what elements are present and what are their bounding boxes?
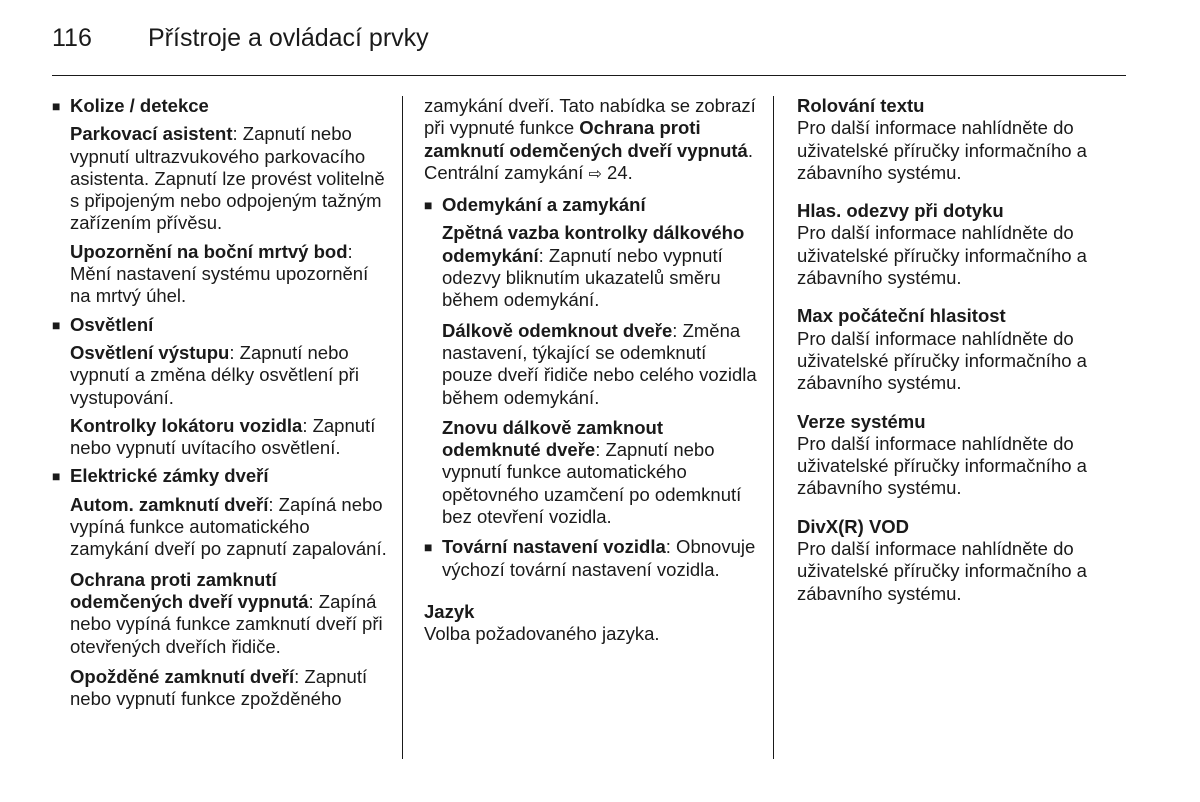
bullet-icon: ■ — [424, 539, 433, 556]
list-item-osvetleni — [52, 314, 388, 336]
setting-description — [424, 320, 760, 409]
column-divider-1 — [402, 96, 403, 759]
language-section — [424, 601, 760, 646]
section-heading: Kolize / detekce — [70, 95, 209, 116]
setting-term: Znovu dálkově zamknout odemknuté dveře — [442, 416, 664, 461]
setting-text: : Zapnutí nebo vypnutí a změna délky osvětlení při vystupování. — [70, 341, 359, 408]
setting-text: : Zapnutí nebo vypnutí uvítacího osvětlení. — [70, 414, 376, 459]
list-item-zamky — [52, 465, 388, 487]
setting-term: Autom. zamknutí dveří — [70, 493, 269, 515]
bullet-icon: ■ — [52, 98, 61, 114]
setting-text: : Obnovuje výchozí tovární nastavení vozidla. — [442, 536, 756, 580]
setting-description — [52, 241, 388, 308]
section-heading: DivX(R) VOD — [797, 515, 910, 537]
setting-text: : Zapnutí nebo vypnutí ultrazvukového parkovacího asistenta. Zapnutí lze provést volitelně s připojeným nebo odpojeným tažným zařízením přívěsu. — [70, 123, 385, 234]
section-heading: Hlas. odezvy při dotyku — [797, 200, 1004, 222]
setting-term: Ochrana proti zamknutí odemčených dveří vypnutá — [424, 117, 748, 161]
setting-term: Dálkově odemknout dveře — [442, 319, 673, 341]
info-block — [797, 411, 1127, 500]
section-heading: Jazyk — [424, 600, 475, 622]
page-title: Přístroje a ovládací prvky — [148, 24, 429, 52]
setting-description — [424, 222, 760, 311]
setting-description — [52, 494, 388, 561]
section-text: Pro další informace nahlídněte do uživatelské příručky informačního a zábavního systému. — [797, 538, 1087, 604]
column-3 — [797, 95, 1127, 621]
continued-paragraph — [424, 95, 760, 186]
section-text: Pro další informace nahlídněte do uživatelské příručky informačního a zábavního systému. — [797, 117, 1087, 183]
paragraph-text: zamykání dveří. Tato nabídka se zobrazí při vypnuté funkce — [424, 95, 756, 139]
list-item-odemykani — [424, 194, 760, 216]
setting-term: Ochrana proti zamknutí odemčených dveří vypnutá — [70, 568, 309, 612]
setting-term: Zpětná vazba kontrolky dálkového odemykání — [442, 222, 745, 266]
setting-text: : Zapnutí nebo vypnutí odezvy bliknutím ukazatelů směru během odemykání. — [442, 244, 723, 311]
setting-text: : Mění nastavení systému upozornění na mrtvý úhel. — [70, 240, 369, 307]
setting-text: : Zapnutí nebo vypnutí funkce zpožděného — [70, 665, 368, 710]
section-text: Pro další informace nahlídněte do uživatelské příručky informačního a zábavního systému. — [797, 222, 1087, 289]
header-rule — [52, 75, 1126, 76]
info-block — [797, 95, 1127, 184]
page-number: 116 — [52, 24, 92, 52]
section-heading: Odemykání a zamykání — [442, 194, 646, 216]
bullet-icon: ■ — [52, 316, 61, 333]
setting-term: Opožděné zamknutí dveří — [70, 665, 295, 687]
setting-text: : Zapíná nebo vypíná funkce zamknutí dveří při otevřených dveřích řidiče. — [70, 590, 383, 657]
page-reference-arrow-icon: ⇨ — [588, 165, 602, 183]
list-item-tovarni — [424, 536, 760, 581]
section-heading: Osvětlení — [70, 313, 154, 335]
setting-term: Upozornění na boční mrtvý bod — [70, 240, 348, 262]
info-block — [797, 516, 1127, 605]
setting-description — [52, 342, 388, 409]
bullet-icon: ■ — [424, 197, 433, 214]
setting-text: : Zapnutí nebo vypnutí funkce automatického opětovného uzamčení po odemknutí bez otevření vozidla. — [442, 439, 742, 528]
paragraph-text: . Centrální zamykání — [424, 139, 753, 183]
setting-term: Osvětlení výstupu — [70, 341, 230, 363]
section-text: Pro další informace nahlídněte do uživatelské příručky informačního a zábavního systému. — [797, 327, 1087, 394]
section-text: Volba požadovaného jazyka. — [424, 623, 660, 645]
column-2 — [424, 95, 760, 646]
setting-description — [52, 666, 388, 711]
section-heading: Max počáteční hlasitost — [797, 305, 1006, 327]
column-1 — [52, 95, 388, 710]
bullet-icon: ■ — [52, 468, 61, 485]
setting-term: Parkovací asistent — [70, 123, 233, 145]
setting-text: : Změna nastavení, týkající se odemknutí pouze dveří řidiče nebo celého vozidla během odemykání. — [442, 319, 757, 408]
column-divider-2 — [773, 96, 774, 759]
section-heading: Rolování textu — [797, 95, 925, 116]
section-heading: Elektrické zámky dveří — [70, 465, 269, 487]
setting-description — [52, 415, 388, 460]
setting-term: Kontrolky lokátoru vozidla — [70, 414, 303, 436]
setting-description — [52, 123, 388, 234]
section-heading: Verze systému — [797, 410, 926, 432]
setting-term: Tovární nastavení vozidla — [442, 536, 666, 558]
info-block — [797, 305, 1127, 394]
setting-description — [424, 417, 760, 528]
setting-text: : Zapíná nebo vypíná funkce automatického zamykání dveří po zapnutí zapalování. — [70, 493, 387, 560]
info-block — [797, 200, 1127, 289]
list-item-kolize — [52, 95, 388, 117]
page-reference: 24. — [601, 161, 633, 183]
section-text: Pro další informace nahlídněte do uživatelské příručky informačního a zábavního systému. — [797, 432, 1087, 499]
setting-description — [52, 569, 388, 658]
